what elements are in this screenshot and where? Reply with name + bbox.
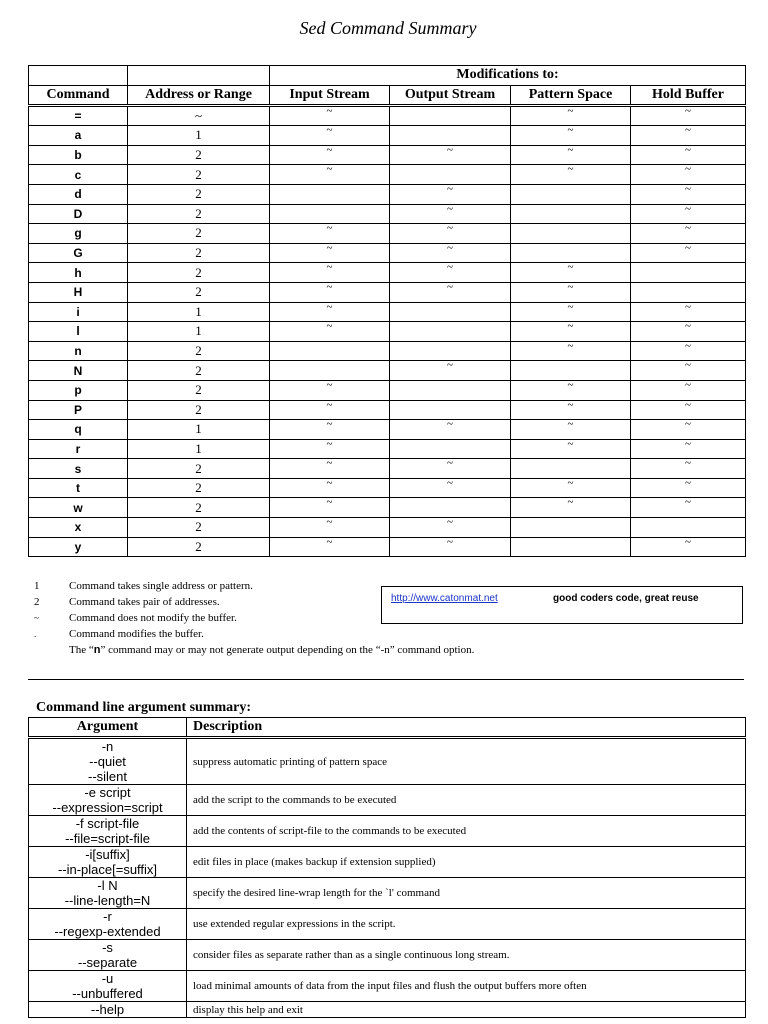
- argument-cell: [29, 816, 187, 847]
- command-table-body: [29, 105, 746, 557]
- command-cell: t: [29, 478, 128, 498]
- input-stream-cell: ~: [270, 145, 390, 165]
- input-stream-cell: ~: [270, 498, 390, 518]
- hold-buffer-cell: ~: [631, 322, 746, 342]
- argument-name: --quiet: [89, 754, 126, 769]
- output-stream-cell: [390, 341, 511, 361]
- legend-key: .: [34, 629, 37, 639]
- pattern-space-cell: [511, 204, 631, 224]
- argument-cell: [29, 738, 187, 785]
- link-box: [381, 586, 743, 624]
- page-title: Sed Command Summary: [299, 18, 477, 38]
- command-cell: y: [29, 537, 128, 557]
- hold-buffer-cell: ~: [631, 459, 746, 479]
- command-cell: d: [29, 184, 128, 204]
- table-row: [29, 263, 746, 283]
- input-stream-cell: ~: [270, 126, 390, 146]
- pattern-space-cell: ~: [511, 322, 631, 342]
- argument-name: --file=script-file: [65, 831, 150, 846]
- address-cell: 2: [128, 243, 270, 263]
- table-row: [29, 940, 746, 971]
- table-row: [29, 439, 746, 459]
- pattern-space-cell: [511, 537, 631, 557]
- hold-buffer-cell: ~: [631, 126, 746, 146]
- output-stream-cell: ~: [390, 204, 511, 224]
- legend-item: [34, 626, 474, 642]
- address-cell: 1: [128, 322, 270, 342]
- pattern-space-cell: [511, 459, 631, 479]
- input-stream-cell: [270, 341, 390, 361]
- description-cell: use extended regular expressions in the script.: [187, 909, 746, 940]
- argument-name: -u: [101, 971, 114, 986]
- table-row: [29, 224, 746, 244]
- hold-buffer-cell: ~: [631, 478, 746, 498]
- argument-cell: [29, 909, 187, 940]
- hold-buffer-cell: ~: [631, 243, 746, 263]
- website-link[interactable]: http://www.catonmat.net: [391, 593, 498, 604]
- input-stream-cell: ~: [270, 380, 390, 400]
- argument-name: --in-place[=suffix]: [57, 862, 158, 877]
- input-stream-cell: ~: [270, 400, 390, 420]
- description-cell: add the contents of script-file to the commands to be executed: [187, 816, 746, 847]
- header-description: Description: [187, 718, 746, 738]
- legend-text: Command takes pair of addresses.: [69, 596, 220, 608]
- hold-buffer-cell: ~: [631, 439, 746, 459]
- pattern-space-cell: [511, 243, 631, 263]
- header-pattern-space: Pattern Space: [511, 85, 631, 105]
- input-stream-cell: ~: [270, 105, 390, 126]
- pattern-space-cell: ~: [511, 478, 631, 498]
- legend-key: ~: [34, 613, 39, 623]
- command-cell: n: [29, 341, 128, 361]
- input-stream-cell: ~: [270, 224, 390, 244]
- command-cell: h: [29, 263, 128, 283]
- output-stream-cell: ~: [390, 537, 511, 557]
- hold-buffer-cell: ~: [631, 145, 746, 165]
- output-stream-cell: ~: [390, 184, 511, 204]
- hold-buffer-cell: ~: [631, 400, 746, 420]
- note-text: The “: [69, 644, 94, 656]
- argument-cell: [29, 1002, 187, 1018]
- command-cell: N: [29, 361, 128, 381]
- input-stream-cell: ~: [270, 459, 390, 479]
- argument-name: --separate: [77, 955, 138, 970]
- input-stream-cell: ~: [270, 302, 390, 322]
- command-cell: a: [29, 126, 128, 146]
- input-stream-cell: [270, 184, 390, 204]
- command-cell: i: [29, 302, 128, 322]
- table-row: [29, 971, 746, 1002]
- command-cell: x: [29, 518, 128, 538]
- address-cell: 1: [128, 302, 270, 322]
- hold-buffer-cell: ~: [631, 224, 746, 244]
- argument-name: --expression=script: [52, 800, 163, 815]
- input-stream-cell: ~: [270, 322, 390, 342]
- pattern-space-cell: ~: [511, 165, 631, 185]
- table-row: [29, 847, 746, 878]
- hold-buffer-cell: [631, 282, 746, 302]
- argument-table-body: [29, 738, 746, 1018]
- legend-text: Command does not modify the buffer.: [69, 612, 237, 624]
- output-stream-cell: [390, 498, 511, 518]
- header-input-stream: Input Stream: [270, 85, 390, 105]
- address-cell: 2: [128, 145, 270, 165]
- header-address: Address or Range: [128, 85, 270, 105]
- description-cell: add the script to the commands to be executed: [187, 785, 746, 816]
- hold-buffer-cell: ~: [631, 105, 746, 126]
- hold-buffer-cell: ~: [631, 380, 746, 400]
- hold-buffer-cell: [631, 263, 746, 283]
- argument-name: --regexp-extended: [54, 924, 161, 939]
- address-cell: 2: [128, 498, 270, 518]
- argument-table: [28, 717, 746, 1018]
- argument-name: -i[suffix]: [85, 847, 130, 862]
- description-cell: suppress automatic printing of pattern space: [187, 738, 746, 785]
- hold-buffer-cell: ~: [631, 498, 746, 518]
- command-cell: c: [29, 165, 128, 185]
- hold-buffer-cell: ~: [631, 361, 746, 381]
- header-hold-buffer: Hold Buffer: [631, 85, 746, 105]
- command-cell: P: [29, 400, 128, 420]
- output-stream-cell: ~: [390, 243, 511, 263]
- table-row: [29, 380, 746, 400]
- description-cell: display this help and exit: [187, 1002, 746, 1018]
- input-stream-cell: ~: [270, 243, 390, 263]
- table-row: [29, 1002, 746, 1018]
- address-cell: 2: [128, 380, 270, 400]
- hold-buffer-cell: ~: [631, 165, 746, 185]
- table-row: [29, 105, 746, 126]
- argument-name: --help: [90, 1002, 125, 1017]
- pattern-space-cell: ~: [511, 400, 631, 420]
- output-stream-cell: [390, 302, 511, 322]
- address-cell: 2: [128, 263, 270, 283]
- table-row: [29, 243, 746, 263]
- command-cell: G: [29, 243, 128, 263]
- output-stream-cell: ~: [390, 145, 511, 165]
- output-stream-cell: [390, 322, 511, 342]
- pattern-space-cell: ~: [511, 302, 631, 322]
- pattern-space-cell: ~: [511, 341, 631, 361]
- legend-text: Command modifies the buffer.: [69, 628, 204, 640]
- address-cell: 2: [128, 224, 270, 244]
- address-cell: 1: [128, 439, 270, 459]
- address-cell: 2: [128, 204, 270, 224]
- output-stream-cell: [390, 439, 511, 459]
- table-row: [29, 738, 746, 785]
- table-row: [29, 302, 746, 322]
- pattern-space-cell: [511, 224, 631, 244]
- input-stream-cell: [270, 204, 390, 224]
- legend-key: 2: [34, 596, 40, 608]
- hold-buffer-cell: ~: [631, 184, 746, 204]
- address-cell: 2: [128, 478, 270, 498]
- table-row: [29, 126, 746, 146]
- input-stream-cell: ~: [270, 478, 390, 498]
- argument-name: --line-length=N: [64, 893, 151, 908]
- output-stream-cell: [390, 105, 511, 126]
- pattern-space-cell: ~: [511, 145, 631, 165]
- table-row: [29, 478, 746, 498]
- address-cell: 1: [128, 126, 270, 146]
- pattern-space-cell: ~: [511, 126, 631, 146]
- input-stream-cell: ~: [270, 518, 390, 538]
- table-row: [29, 537, 746, 557]
- table-row: [29, 816, 746, 847]
- argument-name: -f script-file: [75, 816, 140, 831]
- header-output-stream: Output Stream: [390, 85, 511, 105]
- hold-buffer-cell: ~: [631, 537, 746, 557]
- output-stream-cell: ~: [390, 478, 511, 498]
- input-stream-cell: ~: [270, 282, 390, 302]
- input-stream-cell: [270, 361, 390, 381]
- output-stream-cell: ~: [390, 518, 511, 538]
- table-row: [29, 518, 746, 538]
- command-cell: D: [29, 204, 128, 224]
- address-cell: 2: [128, 459, 270, 479]
- note-text: ” command may or may not generate output depending on the “-n” command option.: [100, 644, 475, 656]
- argument-cell: [29, 878, 187, 909]
- argument-cell: [29, 785, 187, 816]
- command-cell: b: [29, 145, 128, 165]
- pattern-space-cell: ~: [511, 380, 631, 400]
- argument-name: --unbuffered: [72, 986, 143, 1001]
- legend-key: 1: [34, 580, 40, 592]
- hold-buffer-cell: ~: [631, 302, 746, 322]
- legend-note: [34, 642, 474, 658]
- description-cell: edit files in place (makes backup if extension supplied): [187, 847, 746, 878]
- table-row: [29, 204, 746, 224]
- address-cell: 2: [128, 282, 270, 302]
- input-stream-cell: ~: [270, 263, 390, 283]
- input-stream-cell: ~: [270, 420, 390, 440]
- table-row: [29, 322, 746, 342]
- output-stream-cell: ~: [390, 420, 511, 440]
- pattern-space-cell: ~: [511, 498, 631, 518]
- description-cell: load minimal amounts of data from the input files and flush the output buffers more often: [187, 971, 746, 1002]
- address-cell: 2: [128, 341, 270, 361]
- command-cell: r: [29, 439, 128, 459]
- output-stream-cell: [390, 400, 511, 420]
- table-row: [29, 878, 746, 909]
- legend-text: Command takes single address or pattern.: [69, 580, 253, 592]
- table-row: [29, 909, 746, 940]
- output-stream-cell: ~: [390, 459, 511, 479]
- modifications-header: Modifications to:: [270, 66, 746, 86]
- address-cell: 2: [128, 400, 270, 420]
- argument-name: -s: [102, 940, 113, 955]
- command-cell: g: [29, 224, 128, 244]
- tagline: good coders code, great reuse: [553, 593, 699, 604]
- pattern-space-cell: [511, 361, 631, 381]
- description-cell: consider files as separate rather than as a single continuous long stream.: [187, 940, 746, 971]
- command-cell: l: [29, 322, 128, 342]
- table-row: [29, 785, 746, 816]
- header-spacer: [29, 66, 128, 86]
- output-stream-cell: ~: [390, 282, 511, 302]
- input-stream-cell: ~: [270, 537, 390, 557]
- command-table: [28, 65, 746, 557]
- table-row: [29, 459, 746, 479]
- address-cell: 2: [128, 537, 270, 557]
- pattern-space-cell: [511, 184, 631, 204]
- pattern-space-cell: ~: [511, 105, 631, 126]
- output-stream-cell: ~: [390, 361, 511, 381]
- table-row: [29, 184, 746, 204]
- table-row: [29, 145, 746, 165]
- args-section-title: Command line argument summary:: [36, 700, 252, 715]
- output-stream-cell: ~: [390, 224, 511, 244]
- argument-name: -r: [103, 909, 112, 924]
- table-row: [29, 498, 746, 518]
- argument-name: -e script: [84, 785, 131, 800]
- note-command: n: [93, 644, 101, 656]
- address-cell: ~: [128, 105, 270, 126]
- output-stream-cell: [390, 126, 511, 146]
- command-cell: s: [29, 459, 128, 479]
- table-row: [29, 341, 746, 361]
- output-stream-cell: ~: [390, 263, 511, 283]
- argument-name: -l N: [97, 878, 118, 893]
- argument-name: -n: [101, 739, 114, 754]
- description-cell: specify the desired line-wrap length for the `l' command: [187, 878, 746, 909]
- command-cell: w: [29, 498, 128, 518]
- address-cell: 2: [128, 165, 270, 185]
- header-command: Command: [29, 85, 128, 105]
- argument-cell: [29, 940, 187, 971]
- command-cell: =: [29, 105, 128, 126]
- table-row: [29, 165, 746, 185]
- command-cell: p: [29, 380, 128, 400]
- header-spacer: [128, 66, 270, 86]
- hold-buffer-cell: [631, 518, 746, 538]
- argument-cell: [29, 971, 187, 1002]
- output-stream-cell: [390, 165, 511, 185]
- pattern-space-cell: ~: [511, 282, 631, 302]
- hold-buffer-cell: ~: [631, 420, 746, 440]
- address-cell: 1: [128, 420, 270, 440]
- divider: [28, 679, 744, 680]
- address-cell: 2: [128, 361, 270, 381]
- hold-buffer-cell: ~: [631, 341, 746, 361]
- output-stream-cell: [390, 380, 511, 400]
- argument-cell: [29, 847, 187, 878]
- table-row: [29, 282, 746, 302]
- table-row: [29, 361, 746, 381]
- table-row: [29, 420, 746, 440]
- command-cell: q: [29, 420, 128, 440]
- table-row: [29, 400, 746, 420]
- address-cell: 2: [128, 184, 270, 204]
- hold-buffer-cell: ~: [631, 204, 746, 224]
- pattern-space-cell: [511, 518, 631, 538]
- command-cell: H: [29, 282, 128, 302]
- header-argument: Argument: [29, 718, 187, 738]
- argument-name: --silent: [87, 769, 127, 784]
- input-stream-cell: ~: [270, 165, 390, 185]
- address-cell: 2: [128, 518, 270, 538]
- pattern-space-cell: ~: [511, 439, 631, 459]
- input-stream-cell: ~: [270, 439, 390, 459]
- pattern-space-cell: ~: [511, 420, 631, 440]
- pattern-space-cell: ~: [511, 263, 631, 283]
